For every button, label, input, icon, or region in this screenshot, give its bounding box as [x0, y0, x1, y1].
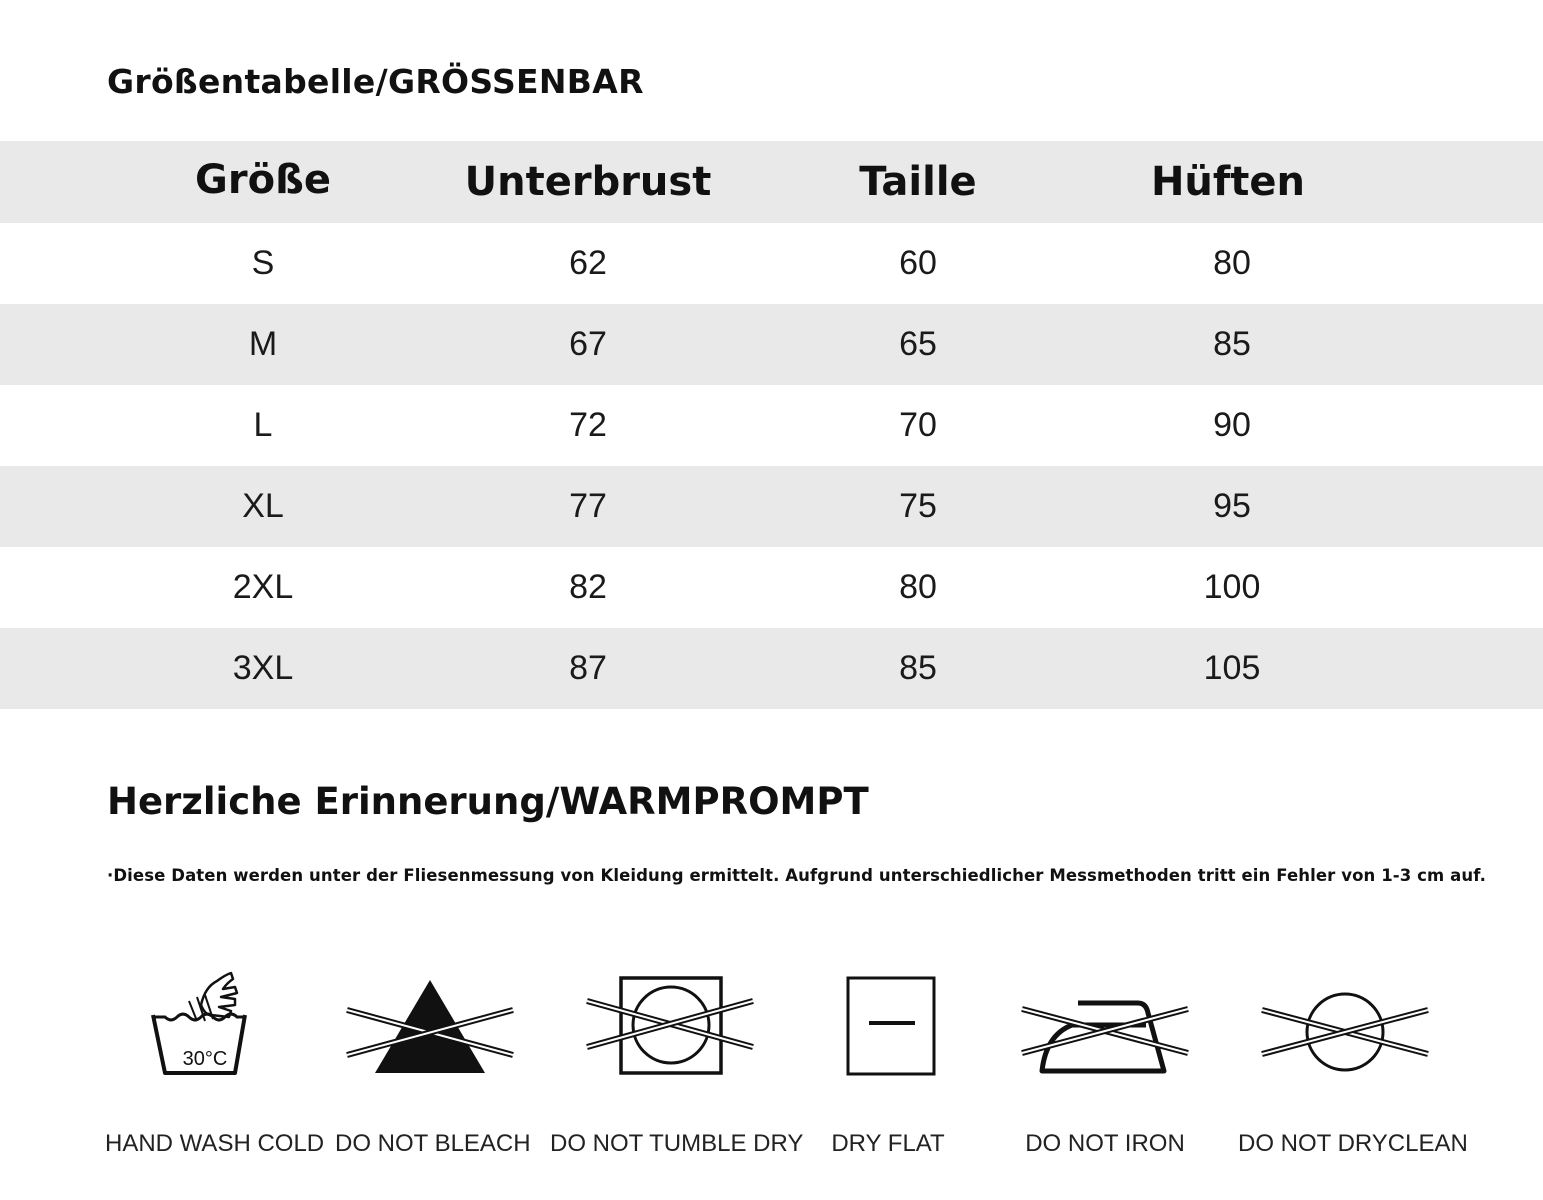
header-underbust: Unterbrust	[464, 159, 712, 205]
cell-hips: 90	[1213, 406, 1251, 444]
cell-underbust: 77	[569, 487, 607, 525]
care-label-no-tumble-dry: DO NOT TUMBLE DRY	[550, 1130, 804, 1157]
table-header-row	[0, 141, 1543, 223]
cell-waist: 80	[899, 568, 937, 606]
cell-waist: 65	[899, 325, 937, 363]
cell-hips: 80	[1213, 244, 1251, 282]
no-iron-icon	[1018, 995, 1193, 1080]
table-row	[0, 304, 1543, 385]
cell-size: 3XL	[232, 649, 294, 687]
cell-hips: 95	[1213, 487, 1251, 525]
cell-waist: 85	[899, 649, 937, 687]
cell-size: S	[251, 244, 275, 282]
cell-waist: 75	[899, 487, 937, 525]
size-chart-title: Größentabelle/GRÖSSENBAR	[107, 62, 644, 101]
cell-hips: 105	[1203, 649, 1261, 687]
header-size: Größe	[195, 157, 331, 203]
size-table	[0, 141, 1543, 709]
table-row	[0, 466, 1543, 547]
cell-underbust: 87	[569, 649, 607, 687]
care-label-no-bleach: DO NOT BLEACH	[335, 1130, 531, 1157]
cell-size: 2XL	[232, 568, 294, 606]
care-label-no-iron: DO NOT IRON	[1025, 1130, 1185, 1157]
no-tumble-dry-icon	[583, 973, 758, 1078]
cell-underbust: 82	[569, 568, 607, 606]
header-waist: Taille	[859, 159, 977, 205]
care-label-hand-wash: HAND WASH COLD	[105, 1130, 325, 1157]
table-row	[0, 223, 1543, 304]
cell-waist: 70	[899, 406, 937, 444]
cell-hips: 100	[1203, 568, 1261, 606]
table-row	[0, 547, 1543, 628]
reminder-title: Herzliche Erinnerung/WARMPROMPT	[107, 780, 869, 823]
care-label-dry-flat: DRY FLAT	[831, 1130, 945, 1157]
cell-underbust: 72	[569, 406, 607, 444]
cell-size: L	[253, 406, 273, 444]
cell-underbust: 67	[569, 325, 607, 363]
table-row	[0, 628, 1543, 709]
hand-wash-icon	[145, 965, 255, 1080]
wash-temperature-text: 30°C	[182, 1048, 228, 1070]
header-hips: Hüften	[1150, 159, 1306, 205]
cell-size: XL	[242, 487, 284, 525]
dry-flat-icon	[845, 975, 937, 1077]
cell-hips: 85	[1213, 325, 1251, 363]
no-bleach-icon	[343, 975, 518, 1080]
measurement-note: ·Diese Daten werden unter der Fliesenmessung von Kleidung ermittelt. Aufgrund unterschiedlicher Messmethoden tritt ein Fehler von 1-3 cm auf.	[107, 866, 1486, 885]
cell-size: M	[248, 325, 278, 363]
cell-waist: 60	[899, 244, 937, 282]
cell-underbust: 62	[569, 244, 607, 282]
table-row	[0, 385, 1543, 466]
care-label-no-dryclean: DO NOT DRYCLEAN	[1238, 1130, 1468, 1157]
no-dryclean-icon	[1258, 990, 1433, 1075]
